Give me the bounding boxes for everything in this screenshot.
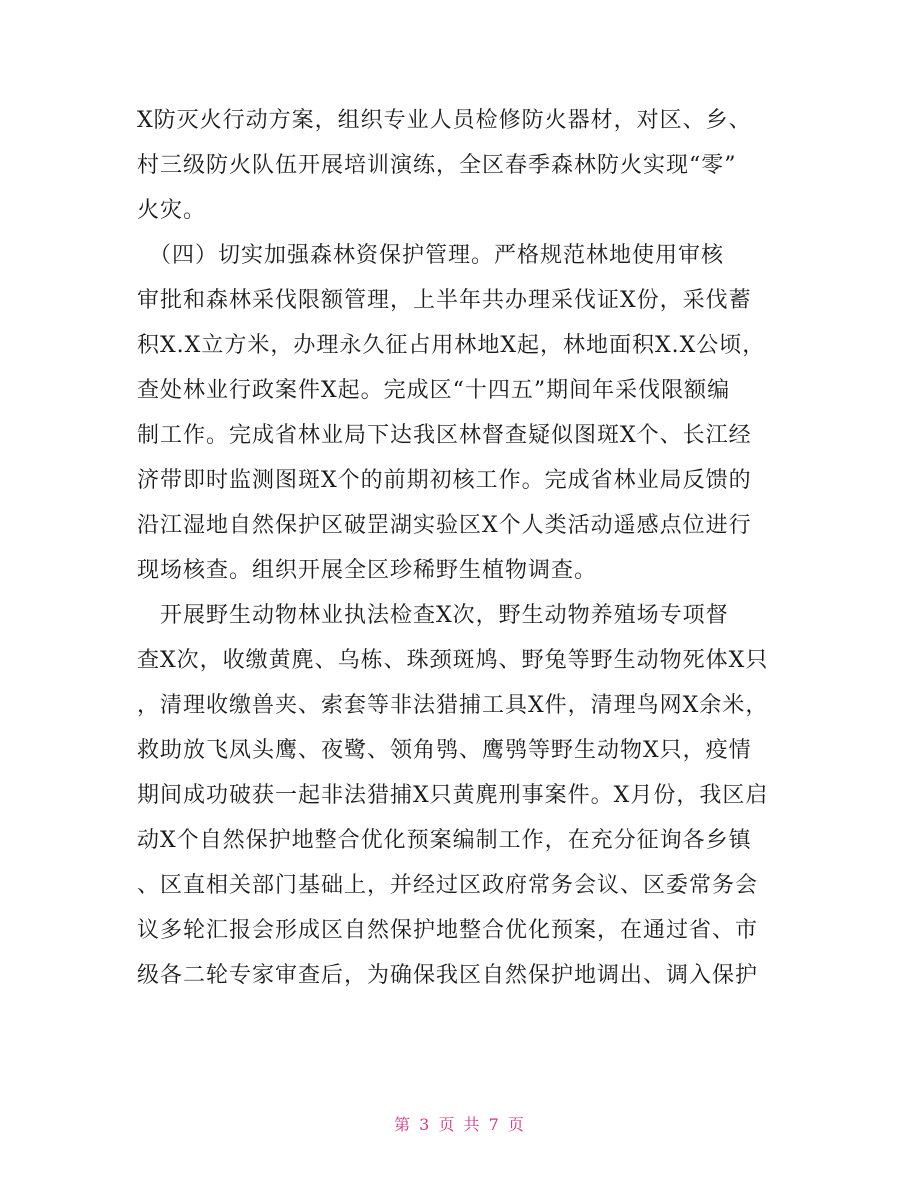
text-line: 救助放飞凤头鹰、夜鹭、领角鸮、鹰鸮等野生动物X只，疫情 (137, 738, 752, 763)
text-line: 审批和森林采伐限额管理，上半年共办理采伐证X份，采伐蓄 (137, 288, 752, 313)
text-line: 制工作。完成省林业局下达我区林督查疑似图斑X个、长江经 (137, 423, 752, 448)
text-line: 开展野生动物林业执法检查X次，野生动物养殖场专项督 (137, 603, 729, 628)
text-line: 积X.X立方米，办理永久征占用林地X起，林地面积X.X公顷， (137, 333, 766, 358)
text-line: 期间成功破获一起非法猎捕X只黄麂刑事案件。X月份，我区启 (137, 783, 769, 808)
text-line: （四）切实加强森林资保护管理。严格规范林地使用审核 (137, 243, 725, 268)
text-line: 火灾。 (137, 198, 207, 223)
text-line: 动X个自然保护地整合优化预案编制工作，在充分征询各乡镇 (137, 828, 752, 853)
text-line: 、区直相关部门基础上，并经过区政府常务会议、区委常务会 (137, 873, 759, 898)
body-text (137, 98, 797, 998)
text-line: 现场核查。组织开展全区珍稀野生植物调查。 (137, 558, 598, 583)
text-line: 村三级防火队伍开展培训演练，全区春季森林防火实现“零” (137, 153, 737, 178)
text-line: 查X次，收缴黄麂、乌栋、珠颈斑鸠、野兔等野生动物死体X只 (137, 648, 769, 673)
text-line: X防灭火行动方案，组织专业人员检修防火器材，对区、乡、 (137, 108, 752, 133)
text-line: 沿江湿地自然保护区破罡湖实验区X个人类活动遥感点位进行 (137, 513, 752, 538)
text-line: 级各二轮专家审查后，为确保我区自然保护地调出、调入保护 (137, 963, 759, 988)
text-line: ，清理收缴兽夹、索套等非法猎捕工具X件，清理鸟网X余米， (137, 693, 769, 718)
page-number-footer: 第 3 页 共 7 页 (394, 1115, 526, 1134)
text-line: 议多轮汇报会形成区自然保护地整合优化预案，在通过省、市 (137, 918, 759, 943)
text-line: 济带即时监测图斑X个的前期初核工作。完成省林业局反馈的 (137, 468, 752, 493)
text-line: 查处林业行政案件X起。完成区“十四五”期间年采伐限额编 (137, 378, 731, 403)
